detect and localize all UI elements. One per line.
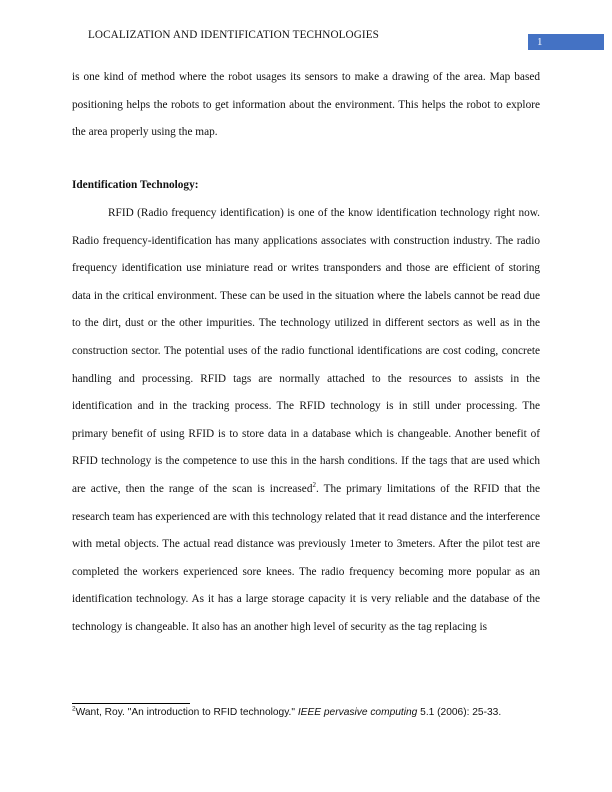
footnote-marker: 2	[72, 705, 76, 713]
section-heading: Identification Technology:	[72, 179, 199, 191]
main-paragraph-text-1: RFID (Radio frequency identification) is one of the know identification technology right now. Radio frequency-identification has many applications associates with construction industry. The radio frequency identification use miniature read or writes transponders and those are efficient of storing data in the critical environment. These can be used in the situation where the labels cannot be read due to the dirt, dust or the other impurities. The technology utilized in different sectors as well as in the construction sector. The potential uses of the radio functional identifications are cost coding, concrete handling and processing. RFID tags are normally attached to the resources to assists in the identification and in the tracking process. The RFID technology is in still under processing. The primary benefit of using RFID is to store data in a database which is changeable. Another benefit of RFID technology is the competence to use this in the harsh conditions. If the tags that are used which are active, then the range of the scan is increased	[72, 207, 540, 495]
page-number-badge: 1	[528, 34, 604, 50]
footnote-separator	[72, 703, 190, 704]
running-header-title: LOCALIZATION AND IDENTIFICATION TECHNOLOGIES	[88, 29, 379, 41]
intro-paragraph: is one kind of method where the robot usages its sensors to make a drawing of the area. Map based positioning helps the robots to get information about the environment. This helps the robot to explore the area properly using the map.	[72, 71, 540, 139]
footnote-text-before: Want, Roy. "An introduction to RFID technology."	[75, 707, 298, 718]
footnote-text-after: 5.1 (2006): 25-33.	[417, 707, 502, 718]
main-paragraph-text-2: . The primary limitations of the RFID that the research team has experienced are with this technology related that it read distance and the interference with metal objects. The actual read distance was previously 1meter to 3meters. After the pilot test are completed the workers experienced sore knees. The radio frequency becoming more popular as an identification technology. As it has a large storage capacity it is very reliable and the database of the technology is changeable. It also has an another high level of security as the tag replacing is	[72, 482, 540, 633]
main-paragraph	[72, 200, 540, 642]
footnote-reference[interactable]: 2	[312, 481, 316, 490]
footnote	[72, 706, 501, 720]
footnote-journal: IEEE pervasive computing	[297, 707, 418, 718]
